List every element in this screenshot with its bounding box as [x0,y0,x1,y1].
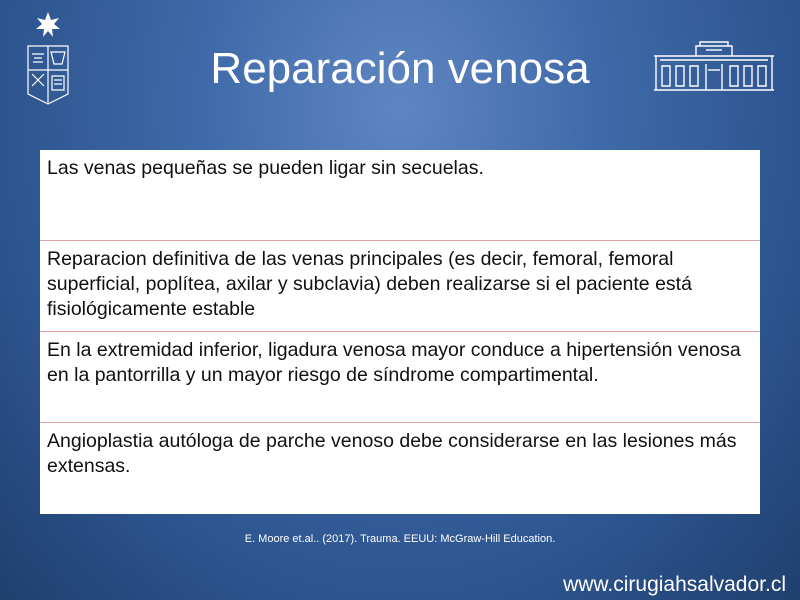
reference-citation: E. Moore et.al.. (2017). Trauma. EEUU: McGraw-Hill Education. [244,533,556,545]
hospital-building-icon [652,40,776,92]
bullet-item: Reparacion definitiva de las venas principales (es decir, femoral, femoral superficial, poplítea, axilar y subclavia) deben realizarse si el paciente está fisiológicamente estable [40,240,760,331]
website-url: www.cirugiahsalvador.cl [563,573,786,596]
bullet-item: Las venas pequeñas se pueden ligar sin secuelas. [47,157,484,179]
bullet-item: En la extremidad inferior, ligadura venosa mayor conduce a hipertensión venosa en la pantorrilla y un mayor riesgo de síndrome compartimental. [40,331,760,422]
content-box [40,150,760,514]
slide-title: Reparación venosa [210,44,590,93]
bullet-item: Angioplastia autóloga de parche venoso debe considerarse en las lesiones más extensas. [40,422,760,513]
university-crest-icon [20,8,76,108]
